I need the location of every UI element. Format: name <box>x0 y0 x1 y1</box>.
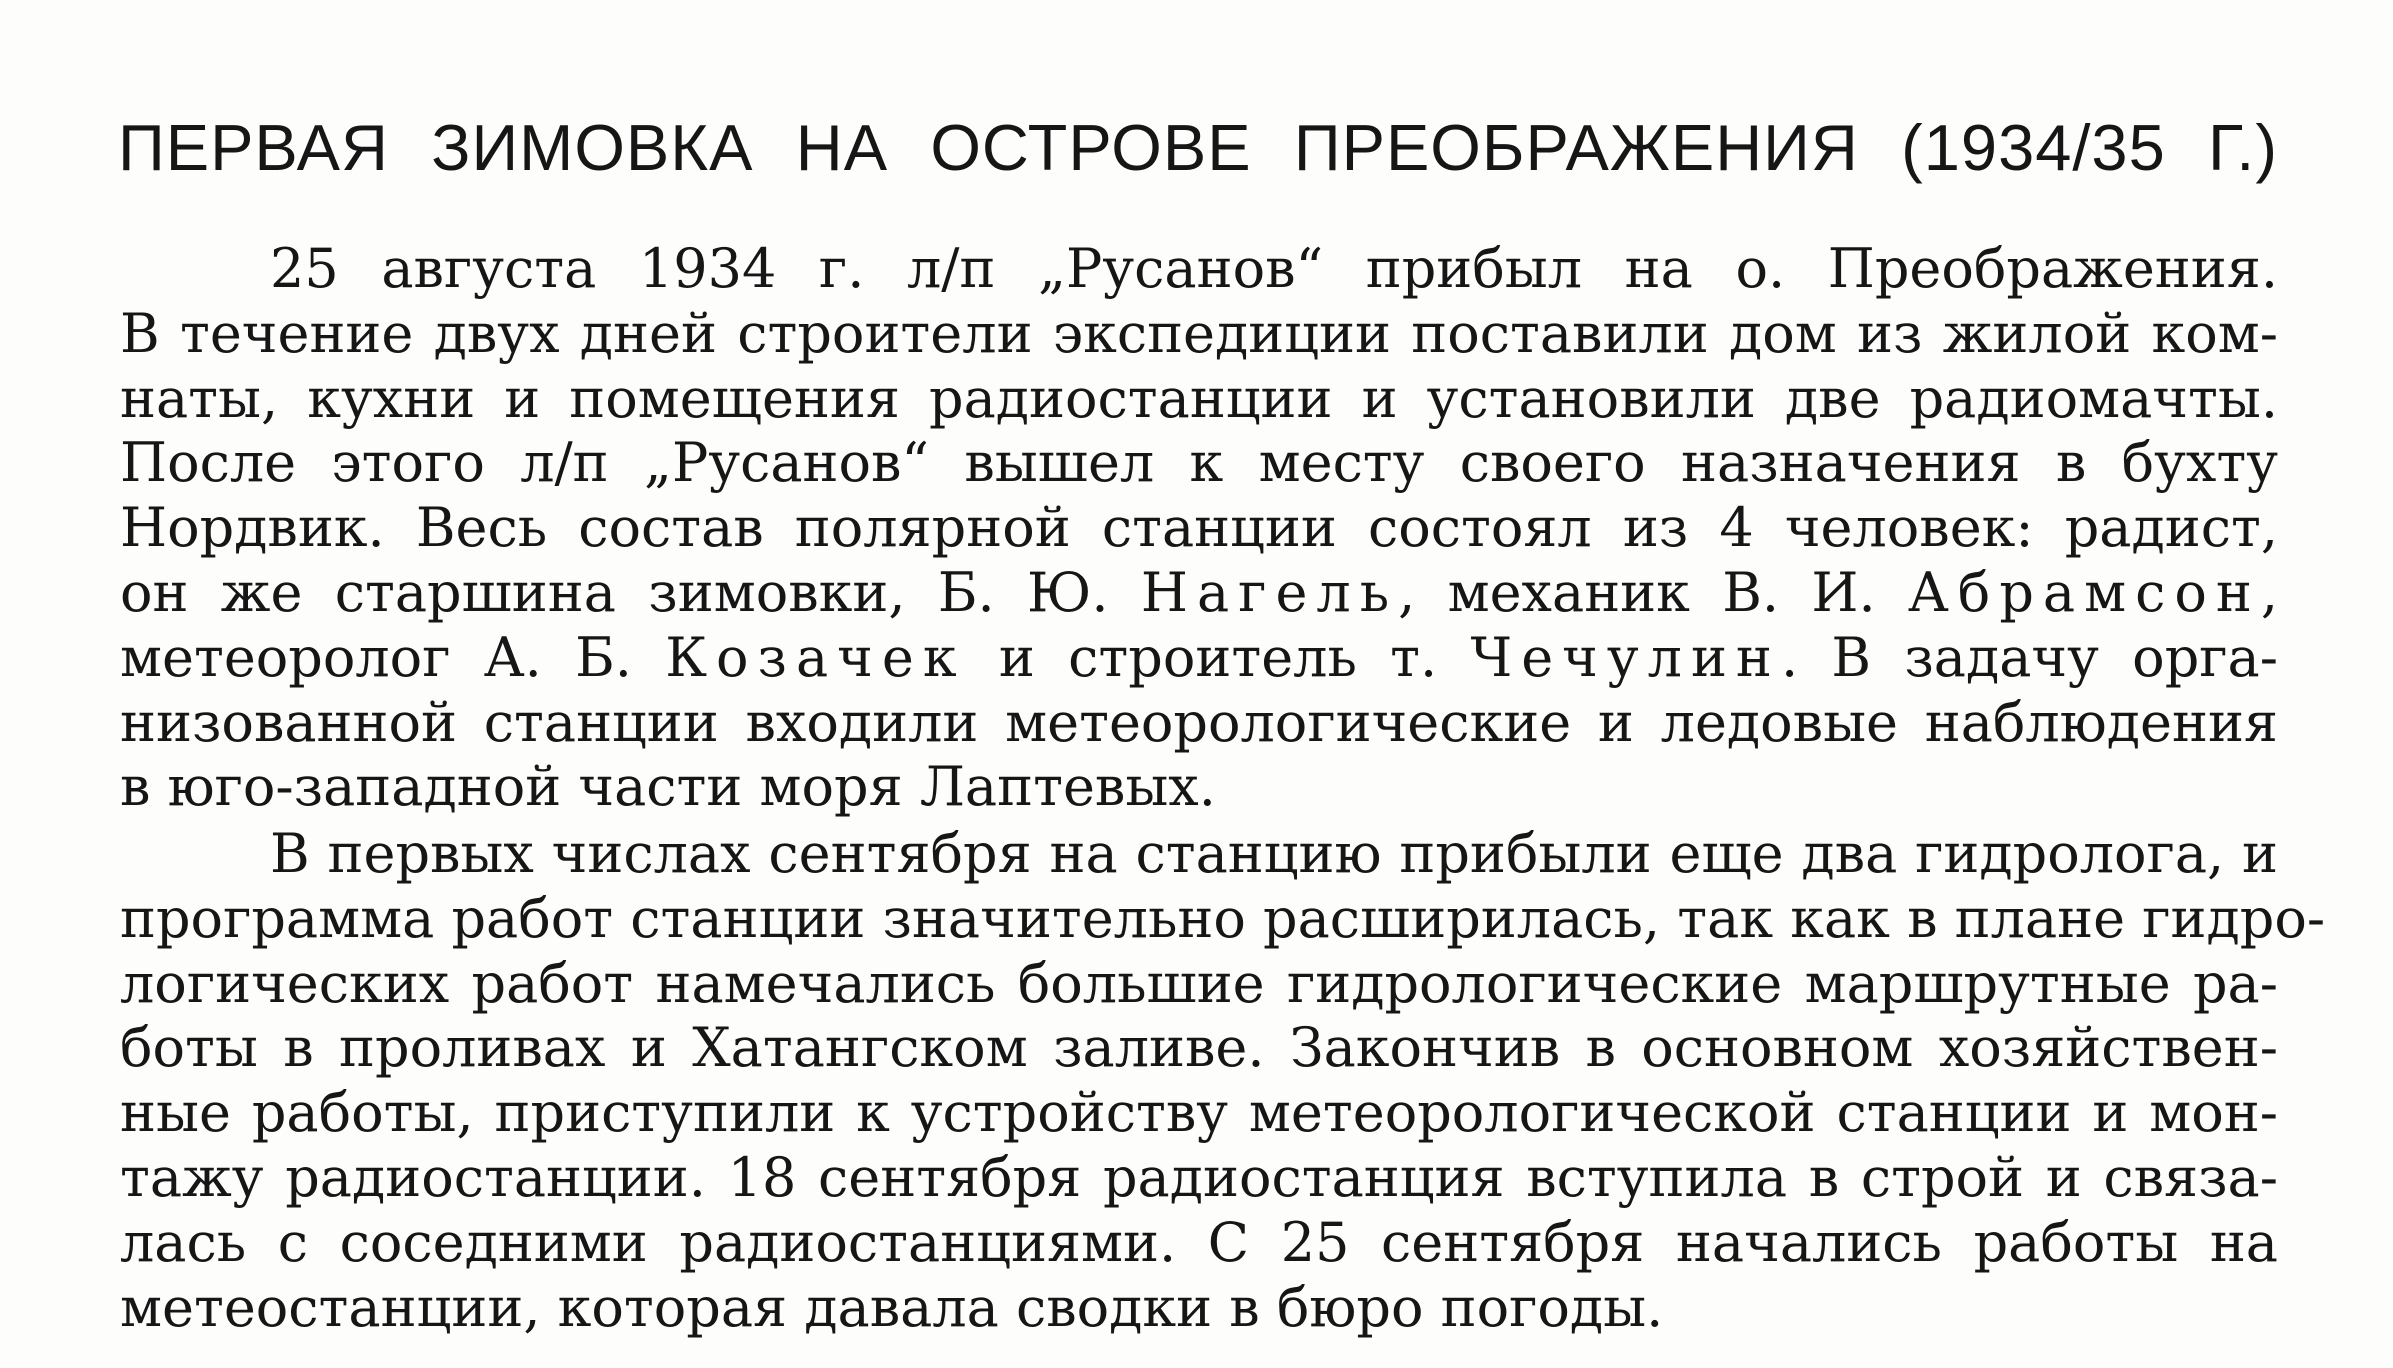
text-line: В течение двух дней строители экспедиции поставили дом из жилой ком- <box>120 301 2278 365</box>
text-segment: и строитель т. <box>965 625 1471 689</box>
text-line: логических работ намечались большие гидрологические маршрутные ра- <box>120 951 2278 1015</box>
spaced-surname: Нагель <box>1140 560 1399 624</box>
text-line: программа работ станции значительно расширилась, так как в плане гидро- <box>120 886 2326 950</box>
text-segment: , <box>2260 560 2278 624</box>
text-line: в юго-западной части моря Лаптевых. <box>120 755 1216 819</box>
text-line: В первых числах сентября на станцию прибыли еще два гидролога, и <box>270 822 2278 885</box>
text-line: тажу радиостанции. 18 сентября радиостанция вступила в строй и связа- <box>120 1145 2278 1209</box>
text-line: наты, кухни и помещения радиостанции и установили две радиомачты. <box>120 366 2278 430</box>
text-segment: метеоролог А. Б. <box>120 625 666 689</box>
text-line: После этого л/п „Русанов“ вышел к месту своего назначения в бухту <box>120 431 2278 495</box>
text-segment: . В задачу орга- <box>1780 625 2278 689</box>
page-title: ПЕРВАЯ ЗИМОВКА НА ОСТРОВЕ ПРЕОБРАЖЕНИЯ (1934/35 Г.) <box>118 111 2278 184</box>
spaced-surname: Козачек <box>665 625 966 689</box>
text-line: лась с соседними радиостанциями. С 25 сентября начались работы на <box>120 1210 2278 1274</box>
text-line <box>120 561 2278 626</box>
text-line: низованной станции входили метеорологические и ледовые наблюдения <box>120 690 2278 754</box>
text-line: боты в проливах и Хатангском заливе. Закончив в основном хозяйствен- <box>120 1016 2278 1080</box>
text-segment: он же старшина зимовки, Б. Ю. <box>120 560 1141 624</box>
spaced-surname: Абрамсон <box>1907 560 2261 624</box>
text-line: ные работы, приступили к устройству метеорологической станции и мон- <box>120 1081 2278 1145</box>
text-segment: , механик В. И. <box>1398 560 1908 624</box>
text-line <box>120 626 2278 691</box>
paragraph-1 <box>120 237 2278 820</box>
text-line: 25 августа 1934 г. л/п „Русанов“ прибыл на о. Преображения. <box>270 237 2278 300</box>
text-line: метеостанции, которая давала сводки в бюро погоды. <box>120 1275 1664 1339</box>
paragraph-2 <box>120 822 2326 1340</box>
spaced-surname: Чечулин <box>1470 625 1781 689</box>
text-line: Нордвик. Весь состав полярной станции состоял из 4 человек: радист, <box>120 496 2278 560</box>
